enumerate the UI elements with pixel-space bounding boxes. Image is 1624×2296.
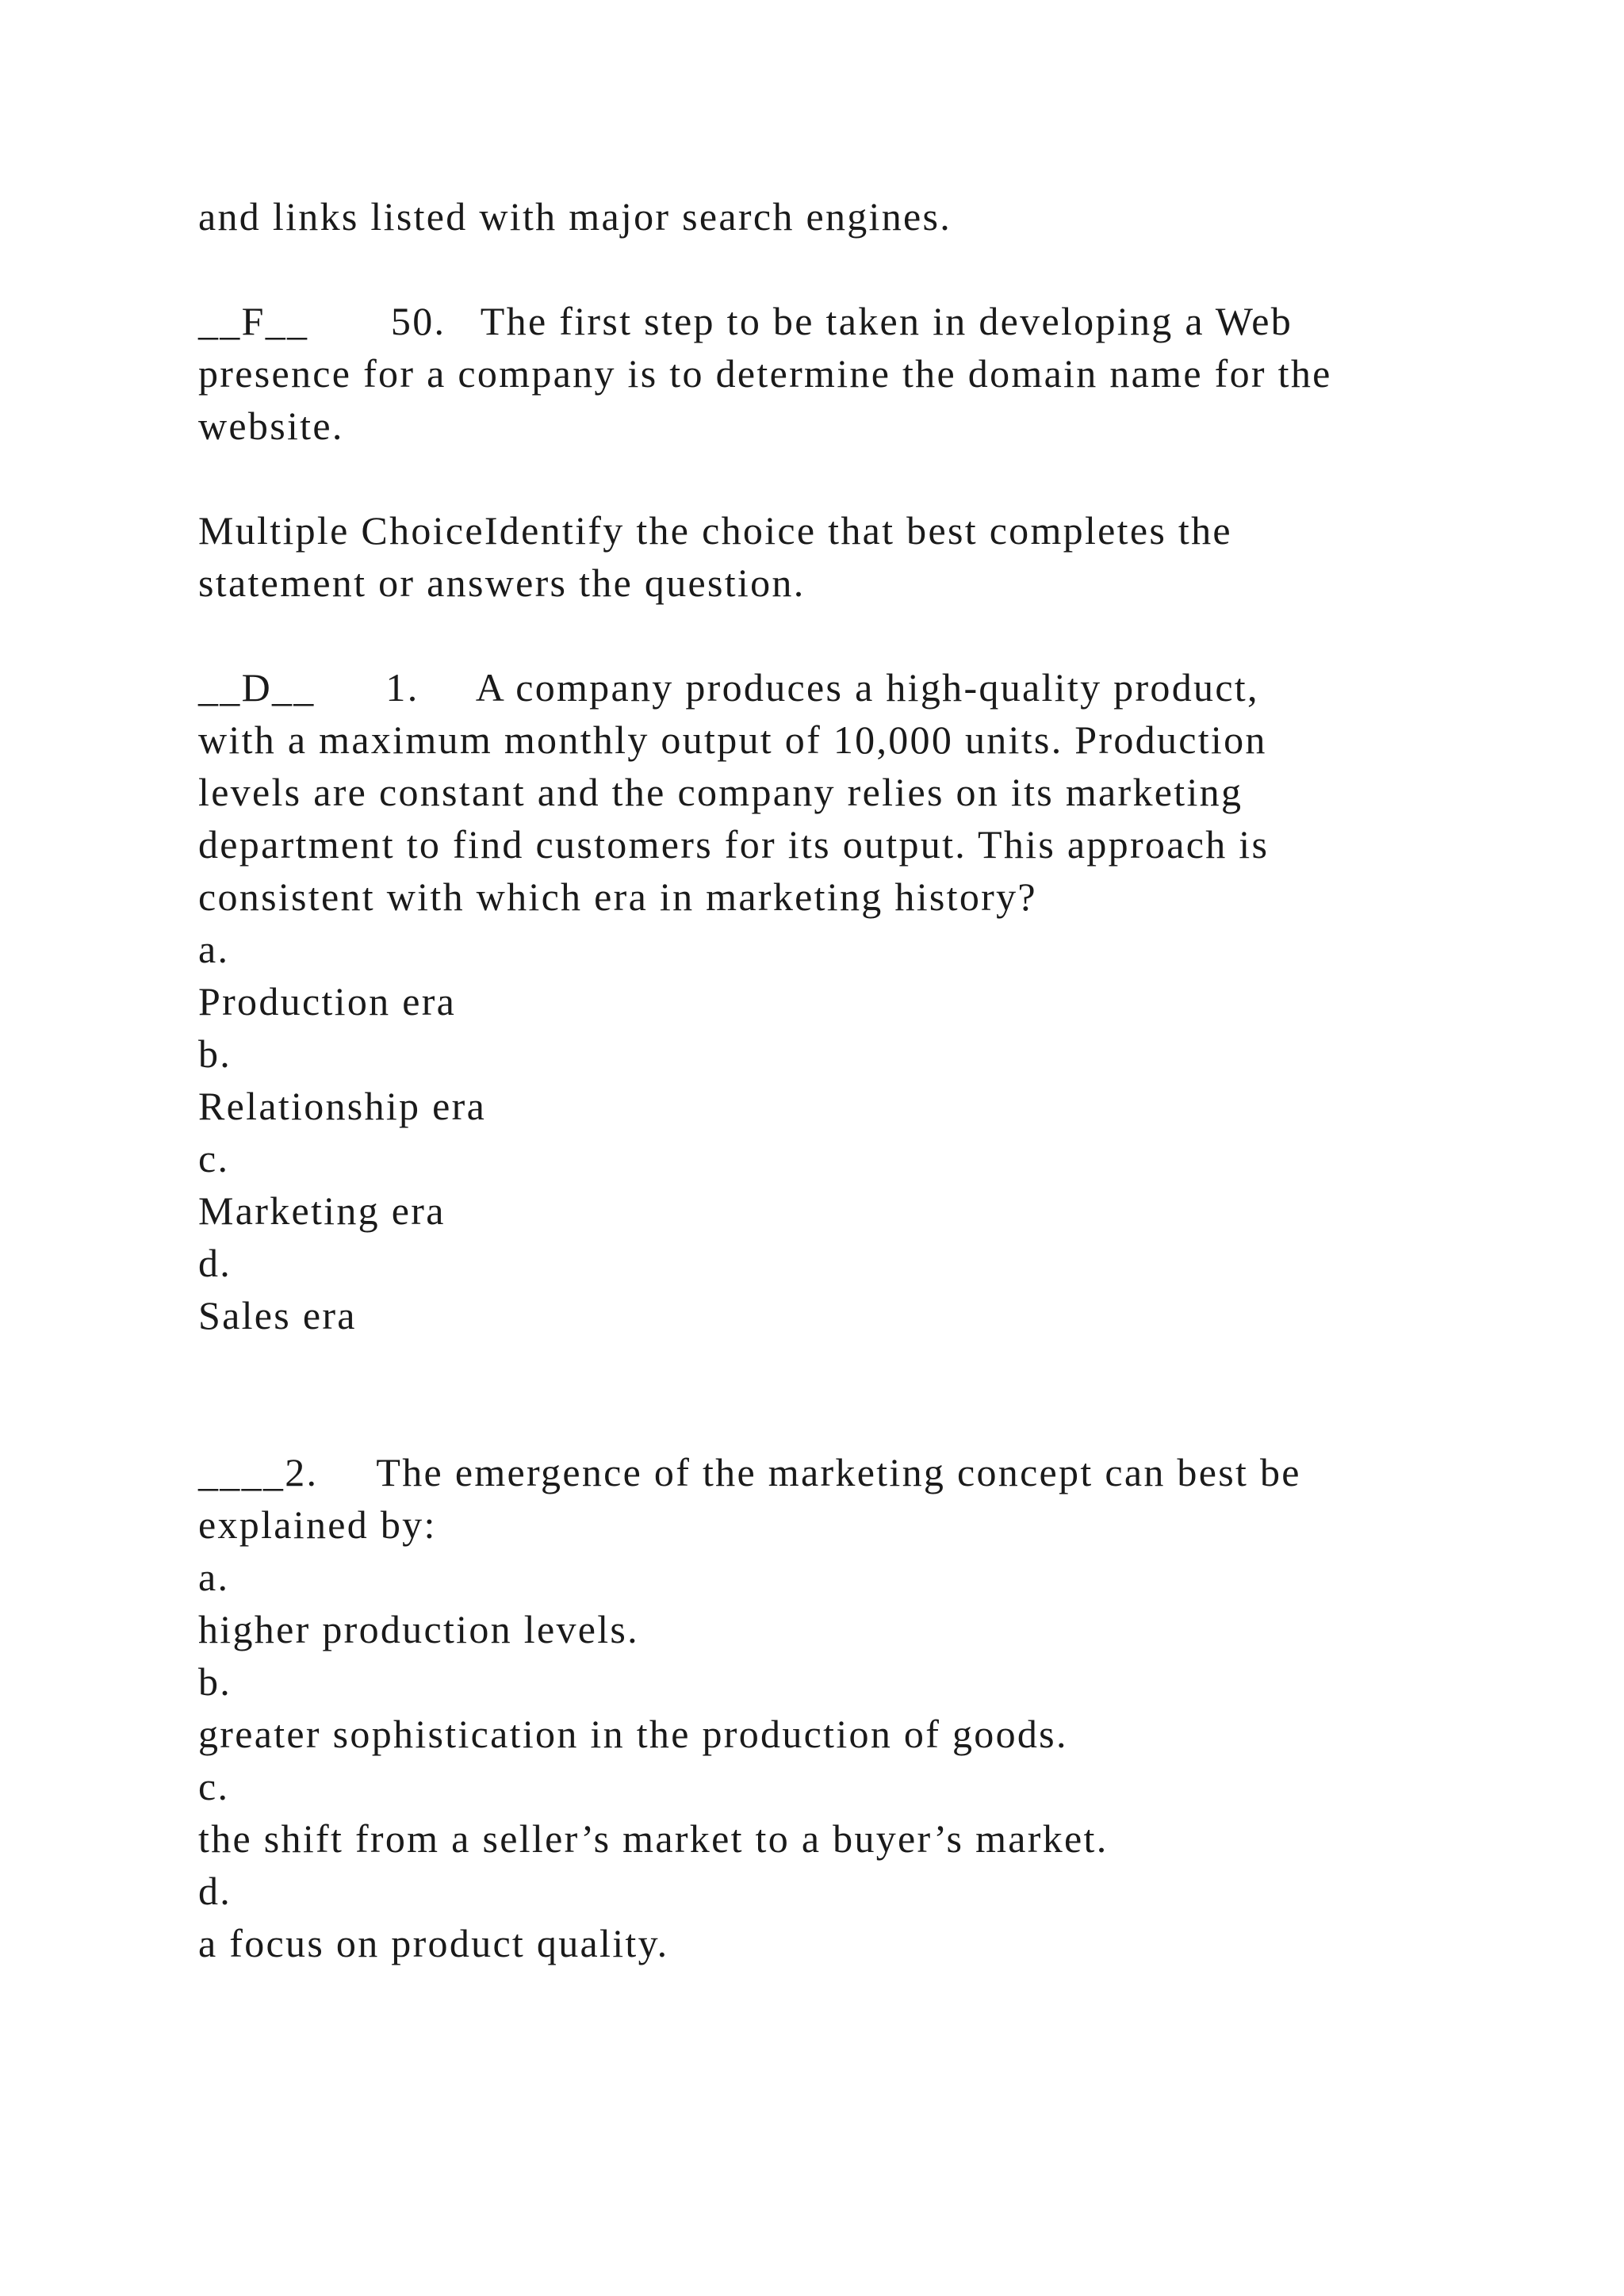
option-letter: d. <box>198 1869 232 1913</box>
question-stem-line: ____2. The emergence of the marketing concept can best be <box>198 1450 1301 1494</box>
option-text: Relationship era <box>198 1084 487 1128</box>
question-stem-line: levels are constant and the company relies on its marketing <box>198 770 1243 814</box>
question-mc-2 <box>198 1446 1515 1969</box>
text-line: presence for a company is to determine the domain name for the <box>198 351 1332 396</box>
text-line: Multiple ChoiceIdentify the choice that best completes the <box>198 508 1232 553</box>
question-mc-1 <box>198 661 1515 1341</box>
question-stem-line: with a maximum monthly output of 10,000 units. Production <box>198 718 1267 762</box>
question-50 <box>198 295 1515 452</box>
text-line: __F__ 50. The first step to be taken in developing a Web <box>198 299 1293 343</box>
option-letter: a. <box>198 927 230 971</box>
question-stem-line: department to find customers for its output. This approach is <box>198 822 1270 867</box>
continued-text <box>198 190 1515 243</box>
option-letter: a. <box>198 1555 230 1599</box>
question-stem-line: explained by: <box>198 1502 437 1547</box>
option-text: greater sophistication in the production of goods. <box>198 1712 1068 1756</box>
option-text: Sales era <box>198 1293 357 1337</box>
option-text: Marketing era <box>198 1188 446 1233</box>
question-stem-line: __D__ 1. A company produces a high-quality product, <box>198 665 1259 710</box>
option-letter: b. <box>198 1659 232 1704</box>
text-line: website. <box>198 404 344 448</box>
question-stem-line: consistent with which era in marketing history? <box>198 874 1037 919</box>
option-text: a focus on product quality. <box>198 1921 669 1965</box>
text-line: and links listed with major search engines. <box>198 194 952 239</box>
option-letter: d. <box>198 1241 232 1285</box>
option-text: higher production levels. <box>198 1607 639 1651</box>
document-page <box>198 190 1515 1969</box>
option-letter: c. <box>198 1764 230 1808</box>
text-line: statement or answers the question. <box>198 561 806 605</box>
option-letter: b. <box>198 1031 232 1076</box>
section-header <box>198 504 1515 609</box>
option-letter: c. <box>198 1136 230 1181</box>
option-text: the shift from a seller’s market to a buyer’s market. <box>198 1816 1109 1861</box>
option-text: Production era <box>198 979 457 1024</box>
